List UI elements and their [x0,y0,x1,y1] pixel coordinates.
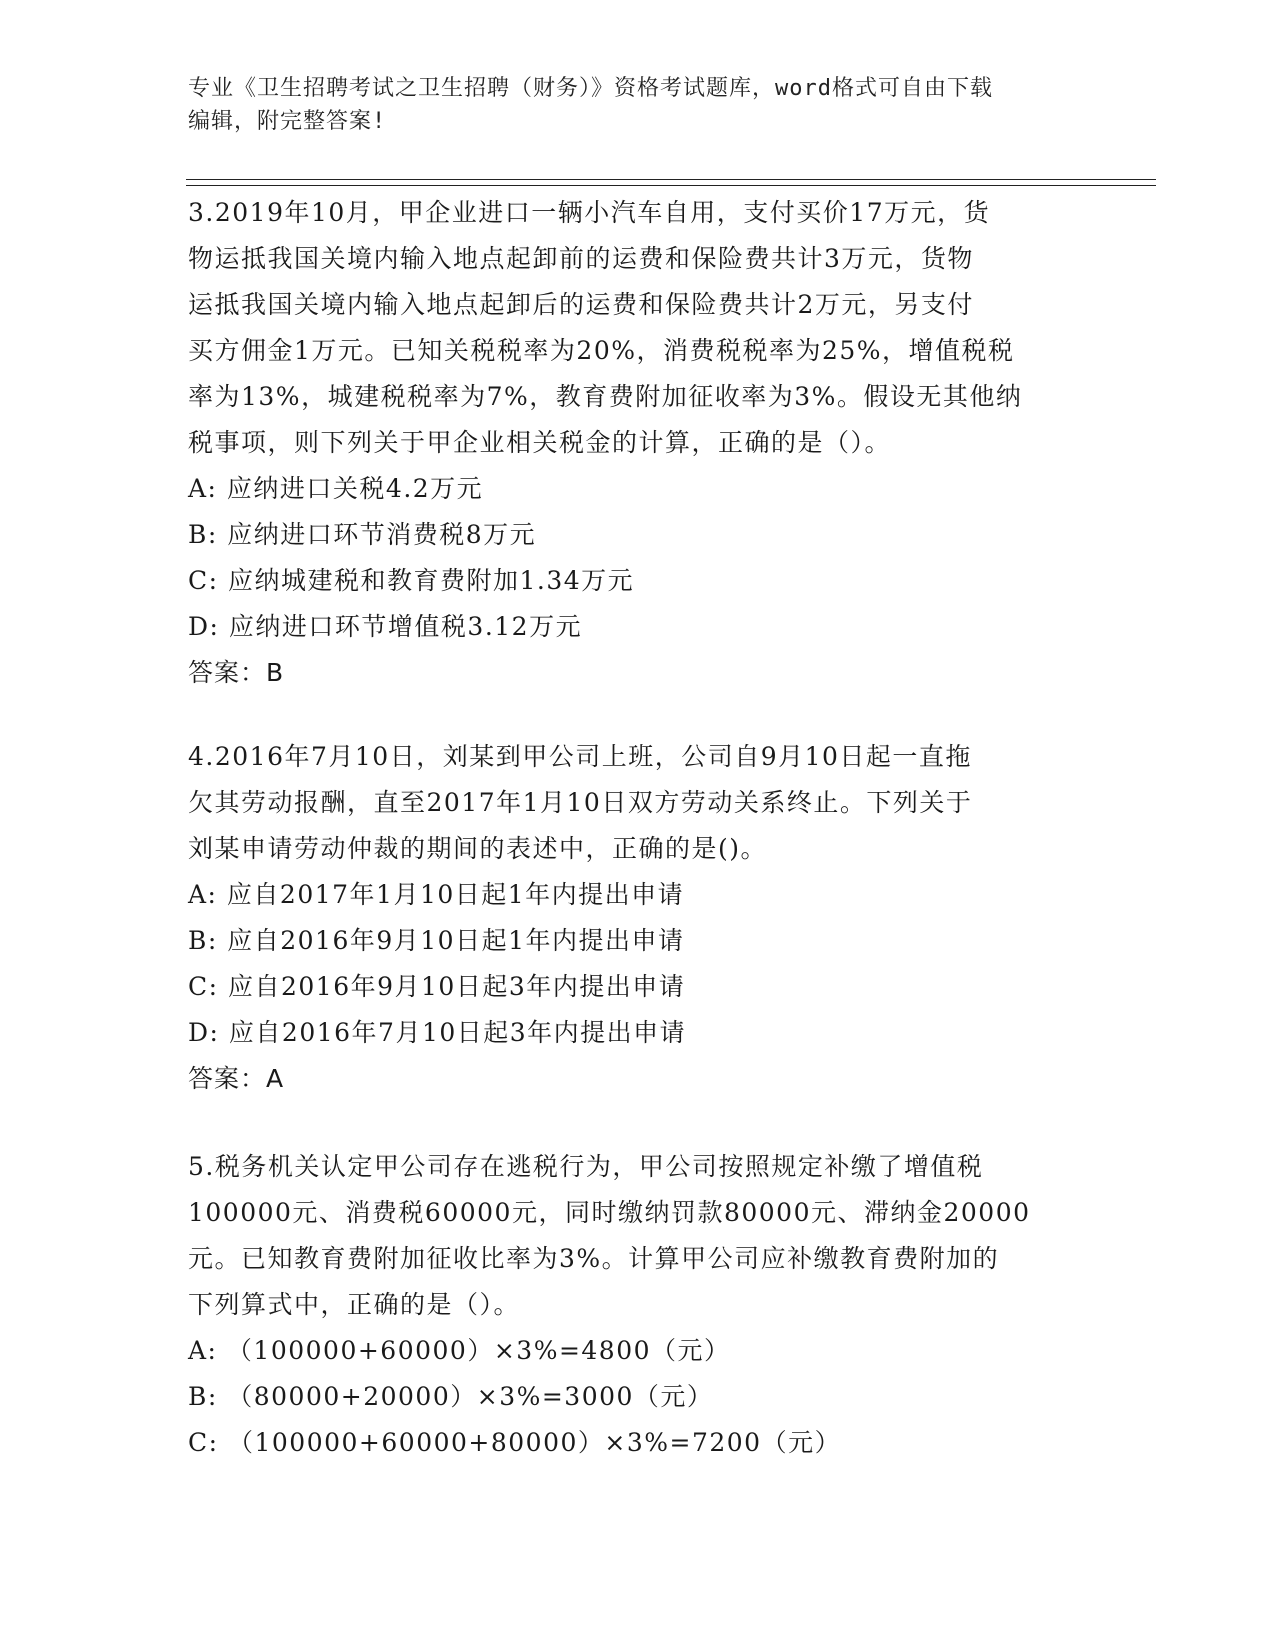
option-d: D: 应自2016年7月10日起3年内提出申请 [188,1018,687,1047]
option-c: C: 应纳城建税和教育费附加1.34万元 [188,566,635,595]
option-a: A: 应纳进口关税4.2万元 [188,474,484,503]
option-a: A: 应自2017年1月10日起1年内提出申请 [188,880,685,909]
question-text-line: 3.2019年10月，甲企业进口一辆小汽车自用，支付买价17万元，货 [188,198,991,227]
question-text-line: 税事项，则下列关于甲企业相关税金的计算，正确的是（）。 [188,428,892,457]
question-3 [188,190,1088,696]
option-b: B: 应自2016年9月10日起1年内提出申请 [188,926,685,955]
option-d: D: 应纳进口环节增值税3.12万元 [188,612,583,641]
header-line-1: 专业《卫生招聘考试之卫生招聘（财务）》资格考试题库，word格式可自由下载 [188,76,993,101]
option-a: A: （100000+60000）×3%=4800（元） [188,1336,731,1365]
question-5 [188,1144,1088,1466]
header-rule-bottom [186,185,1156,186]
option-c: C: 应自2016年9月10日起3年内提出申请 [188,972,686,1001]
answer-line: 答案：A [188,1064,285,1093]
option-b: B: （80000+20000）×3%=3000（元） [188,1382,714,1411]
question-text-line: 率为13%，城建税税率为7%，教育费附加征收率为3%。假设无其他纳 [188,382,1023,411]
header-rule-top [186,179,1156,180]
document-header [188,72,1088,138]
answer-line: 答案：B [188,658,285,687]
question-text-line: 欠其劳动报酬，直至2017年1月10日双方劳动关系终止。下列关于 [188,788,973,817]
question-4 [188,734,1088,1102]
question-text-line: 下列算式中，正确的是（）。 [188,1290,521,1319]
header-line-2: 编辑，附完整答案! [188,109,387,134]
question-text-line: 100000元、消费税60000元，同时缴纳罚款80000元、滞纳金20000 [188,1198,1031,1227]
question-text-line: 5.税务机关认定甲公司存在逃税行为，甲公司按照规定补缴了增值税 [188,1152,984,1181]
question-text-line: 运抵我国关境内输入地点起卸后的运费和保险费共计2万元，另支付 [188,290,974,319]
question-text-line: 刘某申请劳动仲裁的期间的表述中，正确的是()。 [188,834,768,863]
question-text-line: 买方佣金1万元。已知关税税率为20%，消费税税率为25%，增值税税 [188,336,1015,365]
question-text-line: 元。已知教育费附加征收比率为3%。计算甲公司应补缴教育费附加的 [188,1244,1000,1273]
option-c: C: （100000+60000+80000）×3%=7200（元） [188,1428,842,1457]
question-text-line: 物运抵我国关境内输入地点起卸前的运费和保险费共计3万元，货物 [188,244,974,273]
question-text-line: 4.2016年7月10日，刘某到甲公司上班，公司自9月10日起一直拖 [188,742,972,771]
option-b: B: 应纳进口环节消费税8万元 [188,520,537,549]
